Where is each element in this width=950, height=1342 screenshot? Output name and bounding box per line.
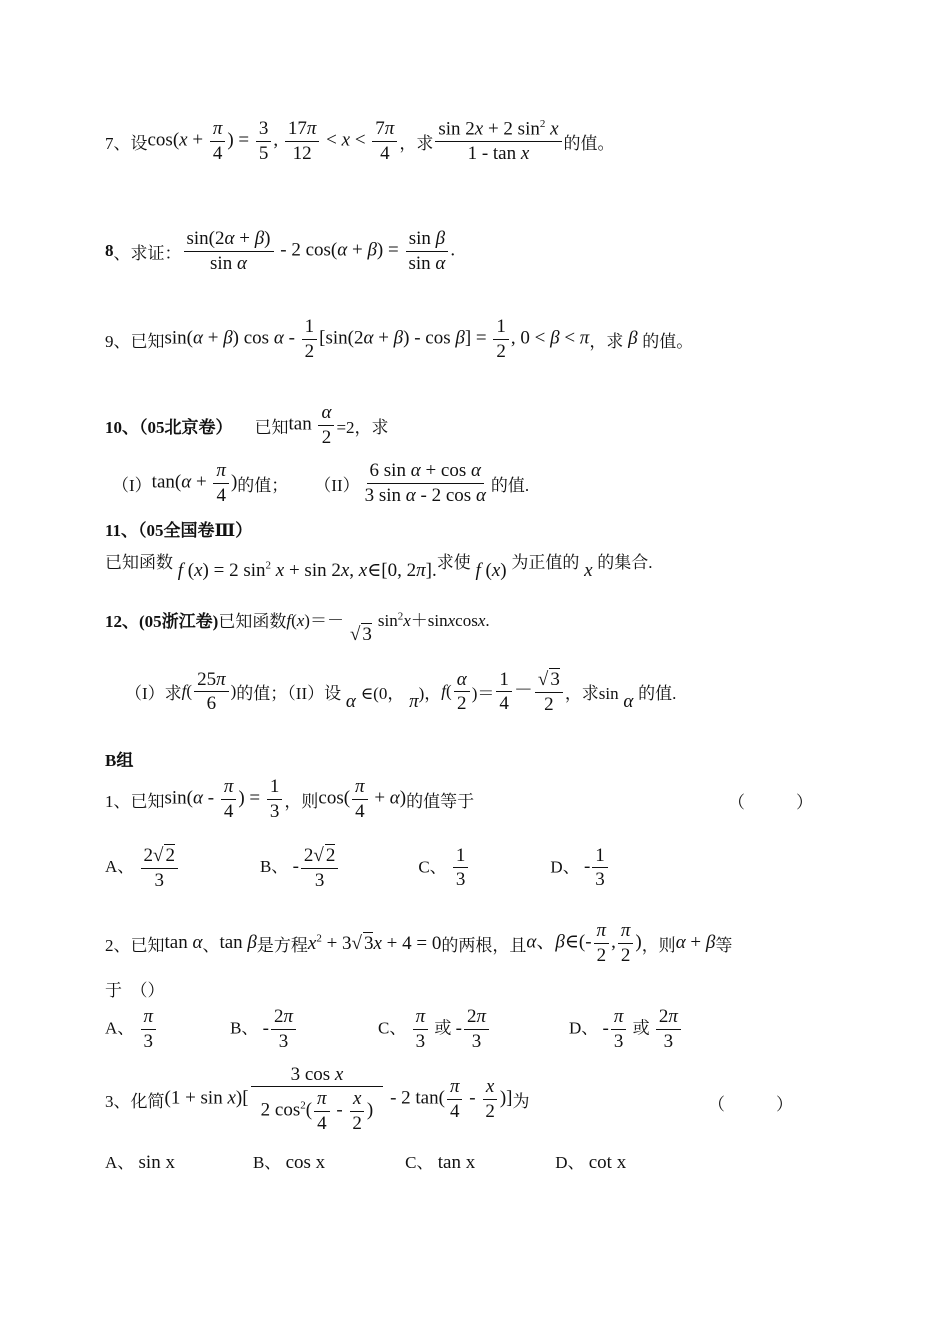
b1-option-d-value: - $\frac{1}{3}$ — [584, 856, 610, 877]
q9-tail: 的值。 — [642, 331, 694, 351]
q12-part2-value: $\frac{1}{4}$ － $\frac{√ 3}{2}$ — [494, 668, 564, 716]
q11-label: 11、（05全国卷Ⅲ） — [105, 521, 253, 540]
b3-answer-bracket[interactable]: （ ） — [708, 1095, 793, 1114]
q12-part1-expr: f( $\frac{25\pi}{6}$ ) — [181, 668, 237, 715]
q9-beta: β — [623, 328, 643, 350]
q7-ask: ，求 — [399, 134, 434, 153]
question-8 — [105, 228, 455, 275]
question-12 — [105, 606, 490, 645]
b3-option-c[interactable]: C、 tan x — [405, 1152, 476, 1173]
q12-part1: （I）求 — [125, 684, 182, 704]
q12-interval-end: )， — [418, 684, 442, 704]
b3-expression: (1 + sin x)[ 3 cos x 2 $\cos^2$( $\frac{\pi}{4}$ - $\frac{x}{2}$ ) - 2 tan( $\frac{\pi}{4}$ - $\frac{x}{2}$ )] — [164, 1064, 513, 1134]
b-question-3 — [105, 1064, 529, 1135]
q12-alpha: α — [341, 690, 361, 712]
question-9 — [105, 316, 693, 363]
b1-option-a-value: $\frac{2√ 2}{3}$ — [141, 844, 178, 892]
q11-text1: 已知函数 — [105, 553, 173, 572]
q12-part1-tail: 的值；（II）设 — [236, 684, 342, 704]
q8-label: 、求证： — [113, 243, 182, 263]
question-11-title — [105, 516, 252, 541]
b2-options — [105, 1006, 683, 1053]
b-question-2: 2、已知 tan α 、 tan β 是方程 $x^2 + 3√$ 3x + 4 = 0 的两根，且 α、β∈(- $\frac{\pi}{2}$ , $\frac{\pi}{2}$ ) ，则 α + β 等 — [105, 920, 733, 966]
b2-option-a[interactable]: A、 $\frac{\pi}{3}$ — [105, 1006, 158, 1053]
b1-option-c[interactable]: C、 $\frac{1}{3}$ — [418, 845, 470, 892]
q10-part2-expression: $\frac{\text{6 sin α + cos α}}{\text{3 sin α - 2 cos α}}$ — [364, 460, 486, 506]
q10-part2-label: （II） — [314, 475, 360, 495]
q11-text3: 为正值的 — [511, 553, 580, 572]
q11-text4: 的集合. — [597, 553, 653, 572]
b1-option-d[interactable]: D、 - $\frac{1}{3}$ — [550, 845, 609, 892]
b1-tail: 的值等于 — [406, 791, 475, 811]
b1-label: 1、已知 — [105, 791, 165, 811]
q11-text2: 求使 — [436, 553, 471, 572]
b1-option-c-value: $\frac{1}{3}$ — [453, 845, 469, 892]
q11-x: x — [579, 559, 598, 581]
b1-answer-bracket[interactable]: （ ） — [728, 793, 813, 812]
q9-ask: ，求 — [589, 331, 624, 351]
q10-eq: =2，求 — [336, 417, 389, 437]
q12-alpha-2: α — [618, 690, 639, 712]
q9-label: 9、已知 — [105, 331, 165, 351]
q10-label: 10、（05北京卷） — [105, 417, 233, 437]
b2-label: 2、已知 — [105, 935, 165, 955]
b1-condition: sin(α - $\frac{\pi}{4}$ ) = $\frac{1}{3}$ — [165, 776, 285, 823]
question-12-parts — [125, 668, 676, 716]
q12-label: 12、(05浙江卷) — [105, 611, 219, 631]
b3-tail: 为 — [512, 1091, 530, 1111]
b1-expression: cos( $\frac{\pi}{4}$ + α) — [318, 776, 407, 822]
q12-interval: ∈(0， — [360, 684, 405, 704]
q10-part1-label: （I） — [112, 475, 152, 495]
b3-option-a[interactable]: A、 sin x — [105, 1152, 175, 1173]
q8-number: 8 — [105, 241, 114, 261]
b1-options — [105, 844, 610, 892]
b2-condition: α、β∈(- $\frac{\pi}{2}$ , $\frac{\pi}{2}$ ) — [526, 920, 642, 966]
q7-condition: cos(x + $\frac{\pi}{4}$ ) = $\frac{3}{5}$ , $\frac{17\pi}{12}$ < x < $\frac{7\pi}{4}$ — [148, 118, 400, 165]
q12-text: 已知函数 — [218, 611, 287, 631]
question-7 — [105, 118, 615, 165]
q11-fx: f (x) — [475, 559, 512, 581]
b1-mid: ，则 — [284, 791, 319, 811]
q10-text: 已知 — [254, 417, 289, 437]
b1-option-b-value: - $\frac{2√ 2}{3}$ — [293, 856, 341, 877]
q10-part1-expression: tan(α + $\frac{\pi}{4}$ ) — [151, 460, 238, 506]
q11-function: f (x) = 2 $\sin^2 x + \sin 2x$, x∈[0, 2π]. — [177, 559, 437, 581]
q12-part2-expr: f( $\frac{\alpha}{2}$ — [441, 669, 471, 716]
q7-tail: 的值。 — [563, 134, 615, 153]
q12-part2-tail: 的值. — [638, 684, 677, 704]
q8-expression: $\frac{\sin(2\alpha + \beta)}{\text{sin α}}$ - 2 cos(α + β) = $\frac{\text{sin β}}{\text{sin α}}$ . — [182, 228, 456, 275]
b2-option-d[interactable]: D、 - $\frac{\pi}{3}$ 或 $\frac{2\pi}{3}$ — [569, 1006, 683, 1053]
b2-option-b[interactable]: B、 - $\frac{2\pi}{3}$ — [230, 1006, 298, 1053]
q12-pi: π — [404, 690, 419, 712]
b1-option-b[interactable]: B、 - $\frac{2√ 2}{3}$ — [260, 844, 340, 892]
question-11 — [105, 548, 653, 581]
q12-part2-eq: )＝ — [471, 684, 495, 704]
b1-option-a[interactable]: A、 $\frac{2√ 2}{3}$ — [105, 844, 180, 892]
q10-part1-tail: 的值； — [237, 475, 289, 495]
q10-expression: tan $\frac{\alpha}{2}$ — [289, 402, 337, 449]
q9-expression: sin(α + β) cos α - $\frac{1}{2}$ [sin(2α + β) - cos β] = $\frac{1}{2}$ , 0 < β < π — [164, 316, 590, 362]
b2-option-c[interactable]: C、 $\frac{\pi}{3}$ 或 - $\frac{2\pi}{3}$ — [378, 1006, 491, 1053]
q12-function: f(x)＝－√ $3\sin^2x+sinxcosx$. — [286, 610, 490, 645]
question-10-parts — [112, 460, 529, 507]
q7-label: 7、设 — [105, 134, 148, 153]
q12-part2-ask: ，求sin — [564, 684, 619, 704]
q7-expression: $\frac{\sin 2x + 2 \sin^2 x}{\text{1 - tan x}}$ — [433, 118, 563, 165]
b2-equation: $x^2 + 3√$ 3x + 4 = 0 — [307, 932, 442, 954]
b3-option-b[interactable]: B、 cos x — [252, 1152, 326, 1173]
b3-options — [105, 1148, 626, 1174]
question-10 — [105, 402, 389, 449]
b2-line2: 于 （） — [105, 981, 165, 1000]
b3-option-d[interactable]: D、 cot x — [555, 1152, 627, 1173]
group-b-title: B组 — [105, 751, 134, 770]
q10-part2-tail: 的值. — [490, 475, 530, 495]
b-question-1 — [105, 776, 474, 823]
b3-label: 3、化简 — [105, 1091, 165, 1111]
